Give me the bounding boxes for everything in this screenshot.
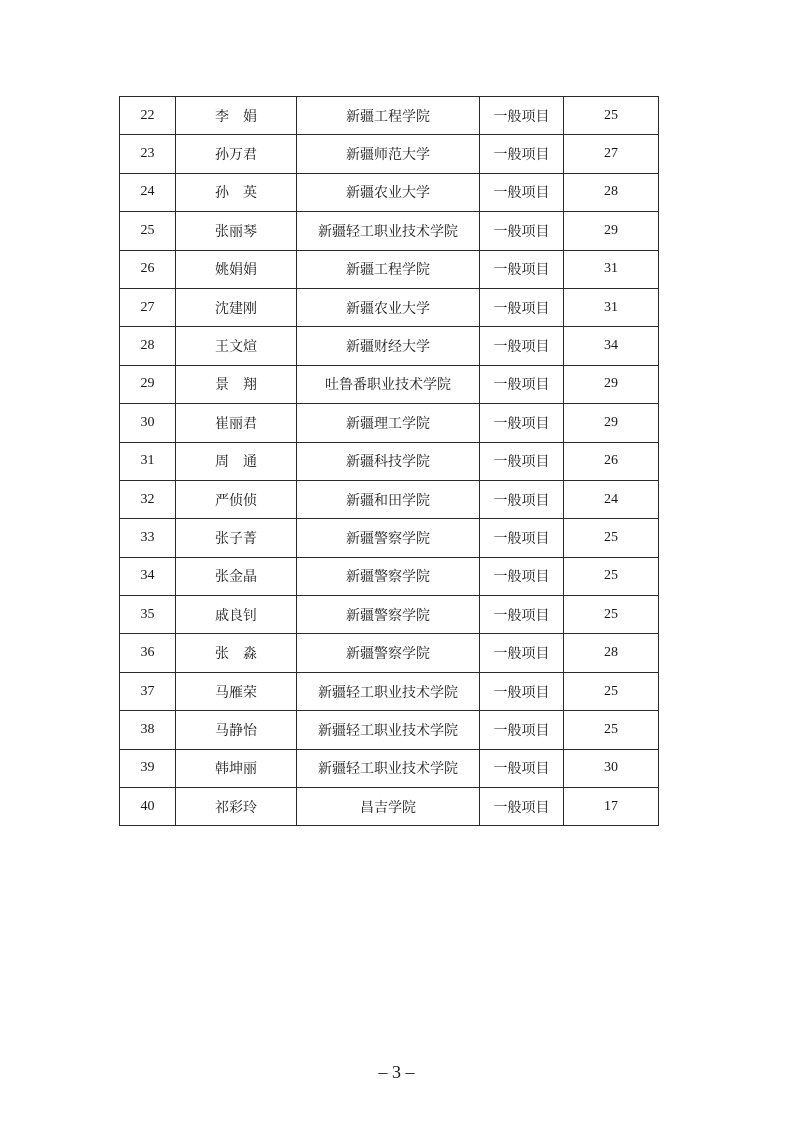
- cell-number: 26: [120, 250, 176, 288]
- cell-name: 戚良钊: [176, 596, 297, 634]
- cell-name: 张子菁: [176, 519, 297, 557]
- cell-number: 37: [120, 672, 176, 710]
- roster-table-body: [120, 97, 659, 826]
- cell-project-type: 一般项目: [480, 596, 564, 634]
- cell-number: 29: [120, 365, 176, 403]
- cell-name: 张 淼: [176, 634, 297, 672]
- cell-name: 孙 英: [176, 173, 297, 211]
- table-row: [120, 442, 659, 480]
- table-row: [120, 250, 659, 288]
- cell-number: 24: [120, 173, 176, 211]
- cell-school: 新疆科技学院: [297, 442, 480, 480]
- cell-score: 25: [564, 711, 659, 749]
- cell-number: 30: [120, 404, 176, 442]
- cell-school: 新疆警察学院: [297, 519, 480, 557]
- cell-score: 34: [564, 327, 659, 365]
- cell-name: 祁彩玲: [176, 788, 297, 826]
- table-row: [120, 288, 659, 326]
- cell-school: 新疆轻工职业技术学院: [297, 212, 480, 250]
- cell-score: 29: [564, 404, 659, 442]
- cell-project-type: 一般项目: [480, 519, 564, 557]
- table-row: [120, 557, 659, 595]
- cell-school: 新疆轻工职业技术学院: [297, 749, 480, 787]
- cell-number: 40: [120, 788, 176, 826]
- cell-score: 17: [564, 788, 659, 826]
- cell-project-type: 一般项目: [480, 365, 564, 403]
- table-row: [120, 173, 659, 211]
- cell-name: 孙万君: [176, 135, 297, 173]
- cell-project-type: 一般项目: [480, 634, 564, 672]
- cell-name: 景 翔: [176, 365, 297, 403]
- cell-project-type: 一般项目: [480, 788, 564, 826]
- cell-school: 新疆和田学院: [297, 480, 480, 518]
- cell-score: 31: [564, 250, 659, 288]
- cell-number: 27: [120, 288, 176, 326]
- cell-score: 29: [564, 212, 659, 250]
- table-row: [120, 327, 659, 365]
- cell-number: 22: [120, 97, 176, 135]
- cell-number: 23: [120, 135, 176, 173]
- cell-project-type: 一般项目: [480, 672, 564, 710]
- cell-name: 李 娟: [176, 97, 297, 135]
- table-row: [120, 97, 659, 135]
- cell-number: 35: [120, 596, 176, 634]
- cell-name: 严侦侦: [176, 480, 297, 518]
- cell-project-type: 一般项目: [480, 97, 564, 135]
- cell-project-type: 一般项目: [480, 749, 564, 787]
- cell-project-type: 一般项目: [480, 327, 564, 365]
- cell-number: 25: [120, 212, 176, 250]
- table-row: [120, 404, 659, 442]
- cell-number: 31: [120, 442, 176, 480]
- cell-number: 36: [120, 634, 176, 672]
- cell-school: 新疆轻工职业技术学院: [297, 711, 480, 749]
- cell-school: 新疆轻工职业技术学院: [297, 672, 480, 710]
- cell-score: 31: [564, 288, 659, 326]
- cell-score: 30: [564, 749, 659, 787]
- cell-score: 25: [564, 557, 659, 595]
- cell-school: 新疆师范大学: [297, 135, 480, 173]
- table-row: [120, 365, 659, 403]
- cell-score: 25: [564, 97, 659, 135]
- cell-name: 崔丽君: [176, 404, 297, 442]
- cell-number: 33: [120, 519, 176, 557]
- table-row: [120, 519, 659, 557]
- cell-name: 沈建刚: [176, 288, 297, 326]
- cell-score: 26: [564, 442, 659, 480]
- cell-name: 周 通: [176, 442, 297, 480]
- cell-project-type: 一般项目: [480, 135, 564, 173]
- cell-school: 吐鲁番职业技术学院: [297, 365, 480, 403]
- cell-number: 32: [120, 480, 176, 518]
- cell-number: 28: [120, 327, 176, 365]
- table-row: [120, 212, 659, 250]
- table-row: [120, 480, 659, 518]
- cell-name: 马静怡: [176, 711, 297, 749]
- cell-school: 新疆警察学院: [297, 634, 480, 672]
- cell-project-type: 一般项目: [480, 404, 564, 442]
- cell-score: 25: [564, 519, 659, 557]
- cell-project-type: 一般项目: [480, 442, 564, 480]
- table-row: [120, 135, 659, 173]
- table-row: [120, 672, 659, 710]
- cell-project-type: 一般项目: [480, 288, 564, 326]
- cell-score: 25: [564, 596, 659, 634]
- cell-number: 34: [120, 557, 176, 595]
- cell-school: 新疆农业大学: [297, 288, 480, 326]
- cell-number: 38: [120, 711, 176, 749]
- cell-name: 王文煊: [176, 327, 297, 365]
- cell-school: 新疆警察学院: [297, 596, 480, 634]
- cell-score: 29: [564, 365, 659, 403]
- cell-name: 韩坤丽: [176, 749, 297, 787]
- cell-school: 新疆理工学院: [297, 404, 480, 442]
- cell-school: 新疆工程学院: [297, 97, 480, 135]
- cell-score: 25: [564, 672, 659, 710]
- cell-project-type: 一般项目: [480, 711, 564, 749]
- cell-number: 39: [120, 749, 176, 787]
- page-number: – 3 –: [378, 1062, 415, 1082]
- cell-name: 张丽琴: [176, 212, 297, 250]
- cell-project-type: 一般项目: [480, 557, 564, 595]
- cell-project-type: 一般项目: [480, 212, 564, 250]
- cell-school: 新疆工程学院: [297, 250, 480, 288]
- cell-project-type: 一般项目: [480, 250, 564, 288]
- project-roster-table: [119, 96, 659, 826]
- table-row: [120, 596, 659, 634]
- cell-score: 28: [564, 634, 659, 672]
- table-row: [120, 711, 659, 749]
- cell-name: 马雁荣: [176, 672, 297, 710]
- cell-name: 姚娟娟: [176, 250, 297, 288]
- cell-school: 新疆农业大学: [297, 173, 480, 211]
- cell-school: 昌吉学院: [297, 788, 480, 826]
- table-row: [120, 788, 659, 826]
- cell-name: 张金晶: [176, 557, 297, 595]
- cell-project-type: 一般项目: [480, 173, 564, 211]
- cell-school: 新疆财经大学: [297, 327, 480, 365]
- table-row: [120, 749, 659, 787]
- cell-score: 27: [564, 135, 659, 173]
- cell-score: 28: [564, 173, 659, 211]
- cell-score: 24: [564, 480, 659, 518]
- cell-school: 新疆警察学院: [297, 557, 480, 595]
- table-row: [120, 634, 659, 672]
- cell-project-type: 一般项目: [480, 480, 564, 518]
